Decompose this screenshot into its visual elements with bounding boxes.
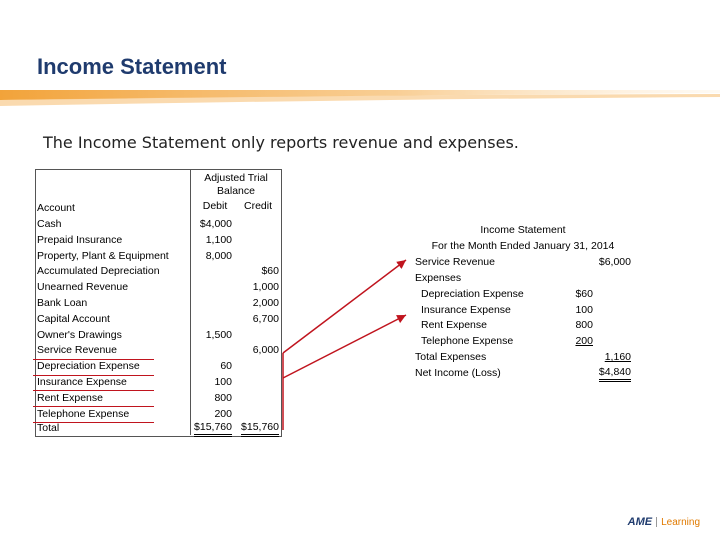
net-income-label: Net Income (Loss)	[415, 366, 501, 379]
slide-title: Income Statement	[37, 54, 227, 79]
account-name: Property, Plant & Equipment	[37, 249, 169, 262]
credit-value: 6,700	[252, 312, 279, 325]
debit-value: 200	[214, 407, 232, 420]
expense-label: Depreciation Expense	[421, 287, 524, 300]
debit-header: Debit	[202, 200, 228, 212]
debit-value: 60	[220, 360, 232, 373]
total-expenses-label: Total Expenses	[415, 351, 487, 363]
account-name: Prepaid Insurance	[37, 233, 123, 246]
table-row	[35, 359, 282, 375]
account-name: Unearned Revenue	[37, 281, 129, 294]
decorative-swoosh	[0, 86, 720, 110]
expense-row	[413, 303, 633, 319]
credit-total: $15,760	[241, 421, 279, 437]
expense-label: Insurance Expense	[421, 303, 511, 316]
expense-row	[413, 318, 633, 334]
logo-tagline: Learning	[661, 517, 700, 528]
account-name: Telephone Expense	[37, 407, 130, 420]
logo-brand: AME	[627, 516, 653, 528]
expense-value: 200	[575, 335, 593, 348]
debit-value: 1,100	[205, 233, 232, 246]
account-name: Owner's Drawings	[37, 328, 122, 341]
expense-highlight-underline	[33, 422, 154, 423]
table-row	[35, 249, 282, 265]
account-name: Depreciation Expense	[37, 360, 140, 373]
expense-highlight-underline	[33, 406, 154, 407]
revenue-arrow	[283, 260, 406, 353]
debit-total: $15,760	[194, 421, 232, 437]
table-row	[35, 233, 282, 249]
table-row	[35, 328, 282, 344]
table-row	[35, 217, 282, 233]
income-statement-period: For the Month Ended January 31, 2014	[431, 240, 615, 252]
credit-value: $60	[261, 265, 279, 278]
service-revenue-label: Service Revenue	[415, 256, 495, 268]
debit-value: $4,000	[199, 218, 232, 230]
ame-learning-logo	[628, 516, 700, 528]
credit-header: Credit	[243, 200, 272, 212]
adjusted-trial-balance-table	[35, 169, 282, 437]
table-row	[35, 280, 282, 296]
header-title-line2: Balance	[217, 185, 255, 197]
table-row	[35, 312, 282, 328]
expenses-label: Expenses	[415, 272, 462, 284]
expense-value: 100	[575, 303, 593, 316]
debit-value: 1,500	[205, 328, 232, 341]
service-revenue-row	[413, 255, 633, 271]
net-income-row	[413, 366, 633, 382]
expense-value: 800	[575, 319, 593, 332]
account-name: Accumulated Depreciation	[37, 265, 160, 278]
account-name: Cash	[37, 218, 62, 230]
expense-label: Rent Expense	[421, 319, 487, 332]
expense-row	[413, 287, 633, 303]
debit-value: 8,000	[205, 249, 232, 262]
account-header: Account	[37, 202, 75, 214]
debit-value: 800	[214, 391, 232, 404]
expense-highlight-underline	[33, 390, 154, 391]
account-name: Rent Expense	[37, 391, 103, 404]
expense-highlight-underline	[33, 375, 154, 376]
expense-row	[413, 334, 633, 350]
table-row	[35, 343, 282, 359]
income-statement-title: Income Statement	[480, 224, 566, 236]
logo-divider	[656, 517, 657, 527]
account-name: Service Revenue	[37, 344, 117, 357]
table-row	[35, 375, 282, 391]
credit-value: 6,000	[252, 344, 279, 357]
expenses-heading-row	[413, 271, 633, 287]
table-row	[35, 391, 282, 407]
service-revenue-value: $6,000	[598, 256, 631, 268]
credit-value: 2,000	[252, 297, 279, 309]
debit-value: 100	[214, 376, 232, 388]
account-name: Capital Account	[37, 312, 110, 325]
header-title-line1: Adjusted Trial	[204, 172, 268, 184]
table-row	[35, 296, 282, 312]
total-expenses-row	[413, 350, 633, 366]
account-name: Total	[37, 422, 60, 434]
account-name: Bank Loan	[37, 297, 88, 309]
account-name: Insurance Expense	[37, 376, 127, 388]
expense-value: $60	[575, 287, 593, 300]
table-row-total	[35, 421, 282, 437]
slide-subtitle: The Income Statement only reports revenue and expenses.	[43, 133, 519, 152]
table-row	[35, 264, 282, 280]
net-income-value: $4,840	[599, 366, 631, 382]
revenue-highlight-underline	[33, 359, 154, 360]
expenses-arrow	[283, 315, 406, 378]
total-expenses-value: 1,160	[604, 351, 631, 363]
expense-label: Telephone Expense	[421, 335, 514, 348]
credit-value: 1,000	[252, 281, 279, 294]
